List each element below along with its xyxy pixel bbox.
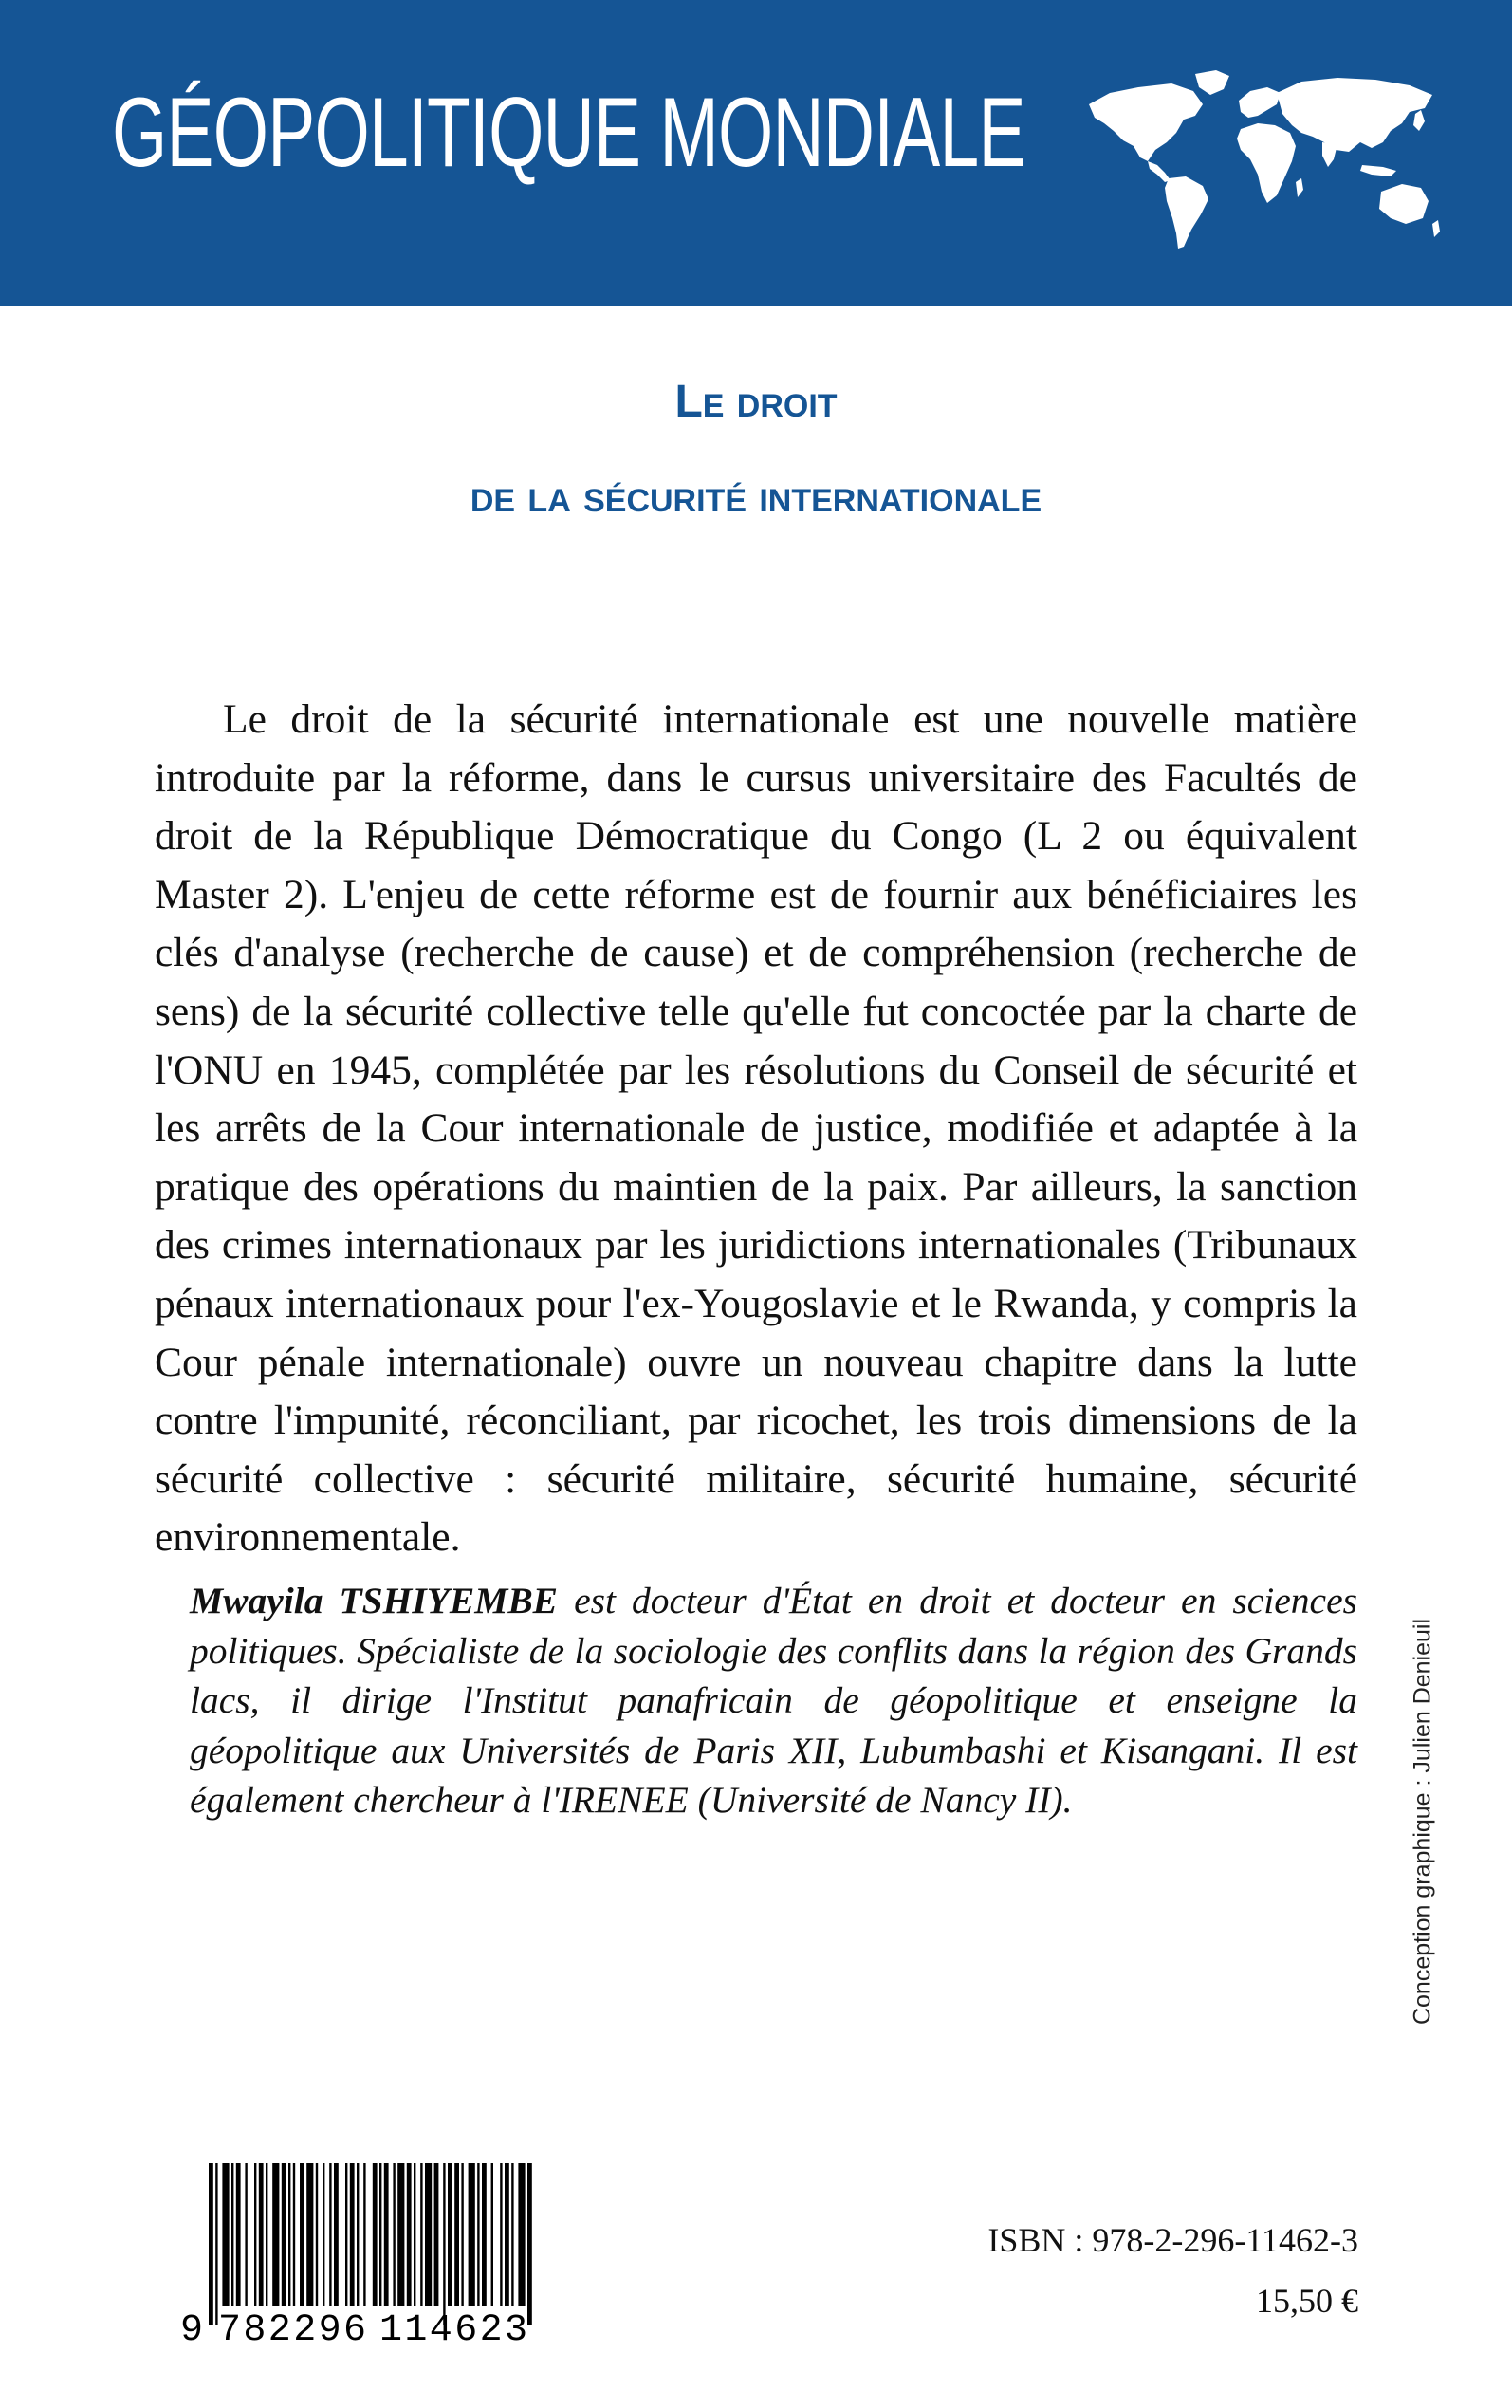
barcode-bar: [461, 2163, 463, 2306]
barcode-bar: [454, 2163, 459, 2306]
barcode-bar: [231, 2163, 233, 2306]
barcode-bar: [209, 2163, 213, 2325]
barcode-bar: [443, 2163, 445, 2325]
barcode-bar: [491, 2163, 493, 2306]
barcode-bar: [254, 2163, 256, 2306]
barcode-bar: [379, 2163, 381, 2306]
barcode-bar: [323, 2163, 324, 2306]
barcode-bar: [434, 2163, 439, 2306]
barcode-digit-first: 9: [180, 2309, 204, 2343]
barcode-bar: [518, 2163, 525, 2306]
barcode-bar: [414, 2163, 415, 2306]
barcode: [180, 2163, 560, 2343]
barcode-bar: [357, 2163, 359, 2306]
barcode-bar: [511, 2163, 513, 2306]
isbn: ISBN : 978-2-296-11462-3: [987, 2221, 1358, 2259]
barcode-bar: [425, 2163, 432, 2306]
barcode-bar: [306, 2163, 313, 2306]
barcode-digits-group2: 114623: [379, 2309, 527, 2343]
barcode-bar: [500, 2163, 502, 2306]
book-title-line2: de la sécurité internationale: [470, 472, 1042, 522]
barcode-bar: [477, 2163, 479, 2306]
barcode-bar: [222, 2163, 229, 2306]
barcode-bar: [397, 2163, 404, 2306]
barcode-bar: [236, 2163, 241, 2306]
design-credit: Conception graphique : Julien Denieuil: [1409, 1618, 1436, 2026]
barcode-bar: [420, 2163, 422, 2306]
back-cover-blurb: Le droit de la sécurité internationale est une nouvelle matière introduite par la réforme, dans le cursus universitaire des Facultés de droit de la République Démocratique du Congo (L 2 ou équivalent Master 2). L'enjeu de cette réforme est de fournir aux bénéficiaires les clés d'analyse (recherche de cause) et de compréhension (recherche de sens) de la sécurité collective telle qu'elle fut concoctée par la charte de l'ONU en 1945, complétée par les résolutions du Conseil de sécurité et les arrêts de la Cour internationale de justice, modifiée et adaptée à la pratique des opérations du maintien de la paix. Par ailleurs, la sanction des crimes internationaux par les juridictions internationales (Tribunaux pénaux internationaux pour l'ex-Yougoslavie et le Rwanda, y compris la Cour pénale internationale) ouvre un nouveau chapitre dans la lutte contre l'impunité, réconciliant, par ricochet, les trois dimensions de la sécurité collective : sécurité militaire, sécurité humaine, sécurité environnementale.: [155, 696, 1357, 1561]
barcode-bar: [288, 2163, 290, 2306]
barcode-bar: [272, 2163, 279, 2306]
barcode-bar: [469, 2163, 475, 2306]
barcode-bar: [300, 2163, 304, 2306]
barcode-bar: [373, 2163, 378, 2306]
barcode-bar: [245, 2163, 247, 2306]
barcode-bar: [448, 2163, 452, 2306]
price: 15,50 €: [1256, 2282, 1358, 2320]
barcode-bar: [527, 2163, 532, 2325]
barcode-digits-group1: 782296: [218, 2309, 366, 2343]
barcode-bar: [266, 2163, 267, 2306]
barcode-bar: [334, 2163, 339, 2306]
book-title-line1: Le droit: [674, 377, 838, 427]
barcode-bar: [384, 2163, 389, 2306]
world-map-icon: [1081, 66, 1442, 256]
barcode-bar: [329, 2163, 331, 2306]
series-banner: [0, 0, 1512, 306]
barcode-bar: [215, 2163, 217, 2325]
author-name: Mwayila TSHIYEMBE: [190, 1580, 559, 1621]
author-bio-text: est docteur d'État en droit et docteur en sciences politiques. Spécialiste de la sociologie des conflits dans la région des Grands lacs, il dirige l'Institut panafricain de géopolitique et enseigne la géopolitique aux Universités de Paris XII, Lubumbashi et Kisangani. Il est également chercheur à l'IRENEE (Université de Nancy II).: [190, 1580, 1357, 1821]
barcode-bar: [505, 2163, 509, 2306]
barcode-bar: [282, 2163, 286, 2306]
barcode-bar: [393, 2163, 395, 2306]
barcode-bar: [407, 2163, 412, 2306]
barcode-bar: [363, 2163, 365, 2306]
barcode-bar: [316, 2163, 318, 2306]
barcode-bar: [293, 2163, 295, 2306]
author-bio: [190, 1576, 1357, 1825]
barcode-bar: [345, 2163, 347, 2306]
series-title: GÉOPOLITIQUE MONDIALE: [112, 78, 1025, 188]
barcode-bar: [482, 2163, 487, 2306]
barcode-bar: [350, 2163, 355, 2306]
barcode-bar: [259, 2163, 264, 2306]
